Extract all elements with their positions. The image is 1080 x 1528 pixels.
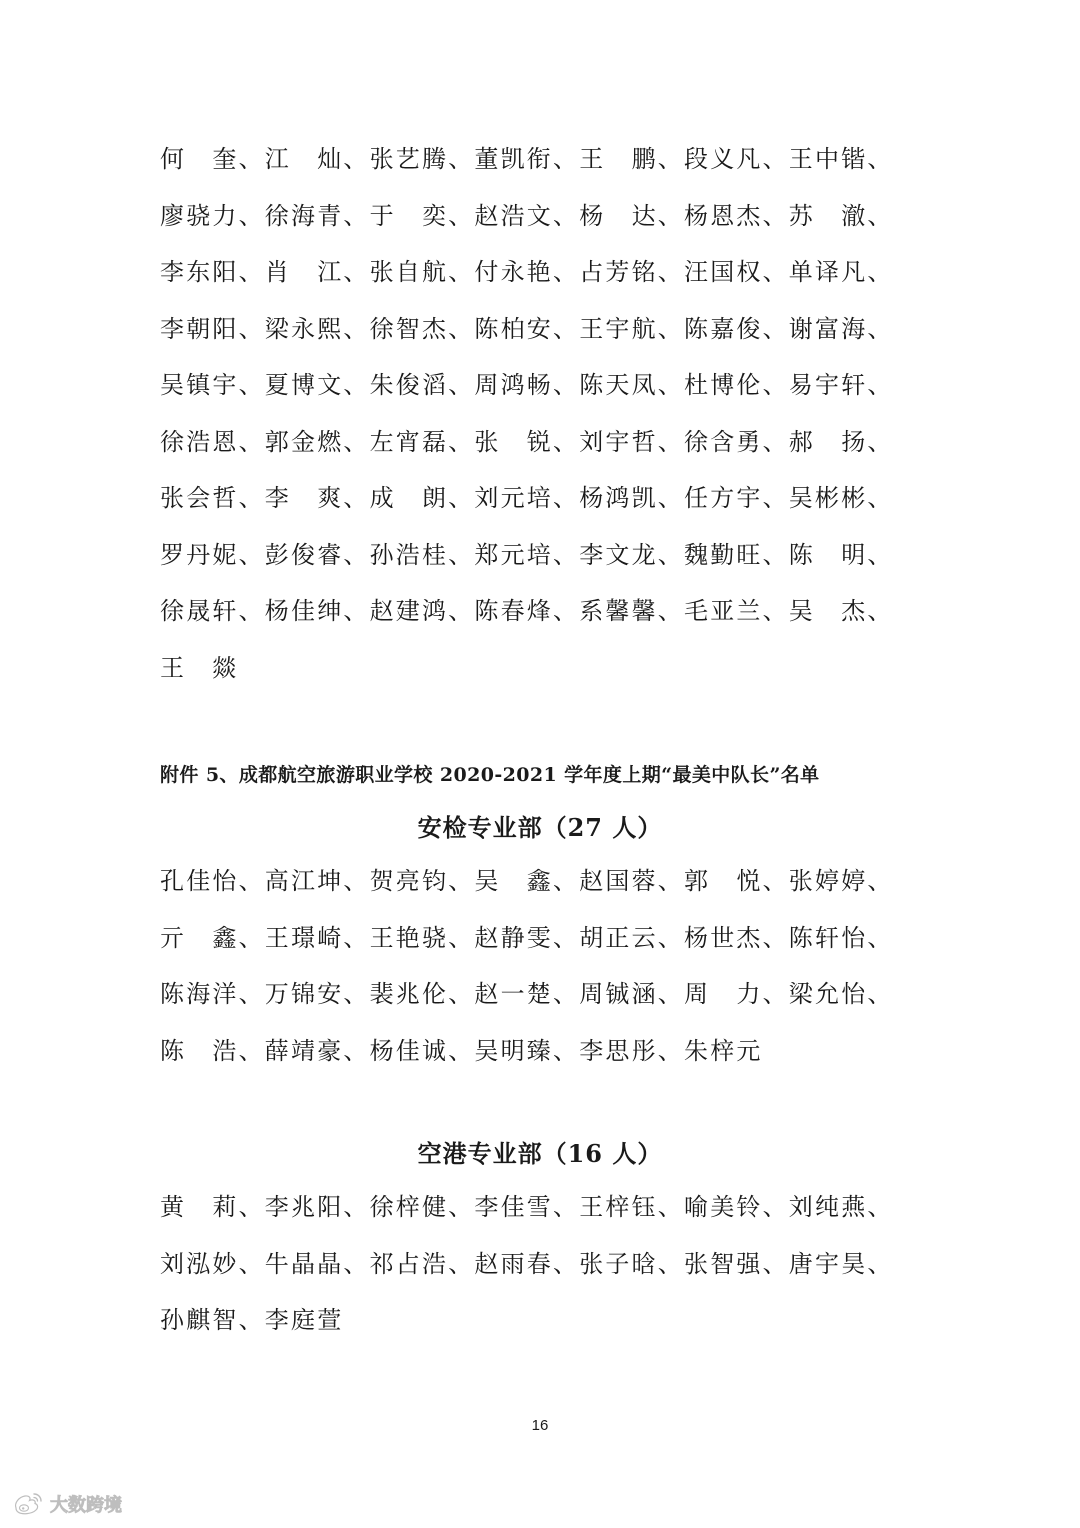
name-line: 陈海洋、万锦安、裴兆伦、赵一楚、周铖涵、周 力、梁允怡、 xyxy=(160,980,894,1008)
name-line: 李东阳、肖 江、张自航、付永艳、占芳铭、汪国权、单译凡、 xyxy=(160,258,894,286)
name-line: 廖骁力、徐海青、于 奕、赵浩文、杨 达、杨恩杰、苏 澈、 xyxy=(160,201,894,230)
page-number: 16 xyxy=(531,1417,549,1434)
name-list-previous xyxy=(160,131,920,696)
weibo-logo-icon xyxy=(10,1491,44,1517)
name-line: 黄 莉、李兆阳、徐梓健、李佳雪、王梓钰、喻美铃、刘纯燕、 xyxy=(160,1193,894,1221)
name-line: 孔佳怡、高江坤、贺亮钧、吴 鑫、赵国蓉、郭 悦、张婷婷、 xyxy=(160,867,894,895)
name-line: 徐浩恩、郭金燃、左宵磊、张 锐、刘宇哲、徐含勇、郝 扬、 xyxy=(160,427,894,456)
name-line: 吴镇宇、夏博文、朱俊滔、周鸿畅、陈天凤、杜博伦、易宇轩、 xyxy=(160,371,894,399)
name-line: 亓 鑫、王璟崎、王艳骁、赵静雯、胡正云、杨世杰、陈轩怡、 xyxy=(160,923,894,952)
name-line: 陈 浩、薛靖豪、杨佳诚、吴明臻、李思彤、朱梓元 xyxy=(160,1036,763,1065)
name-line: 李朝阳、梁永熙、徐智杰、陈柏安、王宇航、陈嘉俊、谢富海、 xyxy=(160,314,894,343)
name-line: 孙麒智、李庭萱 xyxy=(160,1306,344,1334)
name-line: 刘泓妙、牛晶晶、祁占浩、赵雨春、张子晗、张智强、唐宇昊、 xyxy=(160,1249,894,1278)
attachment-caption: 附件 5、成都航空旅游职业学校 2020-2021 学年度上期“最美中队长”名单 xyxy=(160,764,820,786)
name-list-airport xyxy=(160,1179,920,1349)
watermark-text: 大数跨境 xyxy=(50,1495,122,1516)
name-line: 张会哲、李 爽、成 朗、刘元培、杨鸿凯、任方宇、吴彬彬、 xyxy=(160,484,894,512)
name-line: 徐晟轩、杨佳绅、赵建鸿、陈春烽、系馨馨、毛亚兰、吴 杰、 xyxy=(160,597,894,625)
name-line: 罗丹妮、彭俊睿、孙浩桂、郑元培、李文龙、魏勤旺、陈 明、 xyxy=(160,540,894,569)
watermark xyxy=(10,1490,122,1518)
name-line: 何 奎、江 灿、张艺腾、董凯衔、王 鹏、段义凡、王中锴、 xyxy=(160,145,894,173)
section-heading-airport: 空港专业部（16 人） xyxy=(417,1139,663,1168)
name-list-security xyxy=(160,853,920,1079)
section-heading-security: 安检专业部（27 人） xyxy=(417,813,663,842)
name-line: 王 燚 xyxy=(160,653,239,682)
